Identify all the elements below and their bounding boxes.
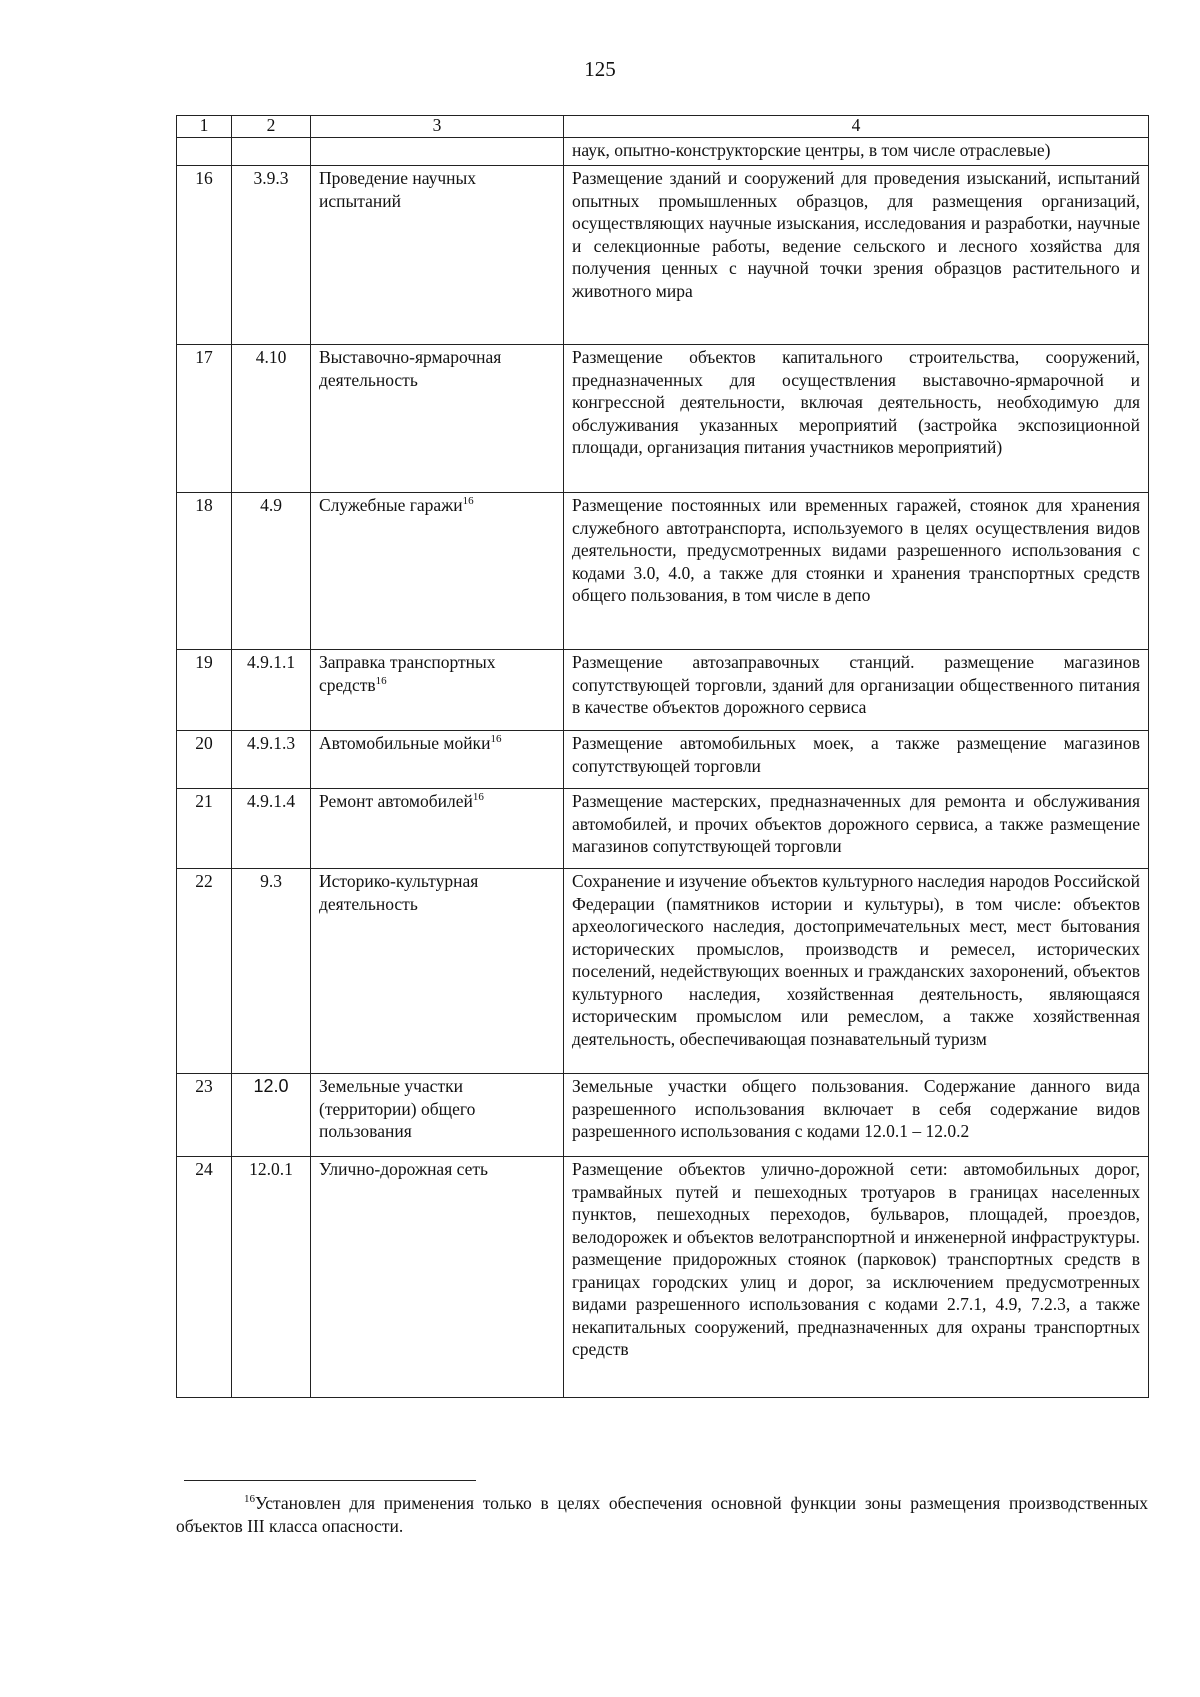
row-description: Размещение объектов капитального строительства, сооружений, предназначенных для осуществления выставочно-ярмарочной и конгрессной деятельности, включая деятельность, необходимую для обслуживания указанных мероприятий (застройка экспозиционной площади, организация питания участников мероприятий) (564, 345, 1149, 493)
row-description: Размещение мастерских, предназначенных для ремонта и обслуживания автомобилей, и прочих объектов дорожного сервиса, а также размещение магазинов сопутствующей торговли (564, 789, 1149, 869)
table-row (177, 869, 1149, 1074)
row-name (311, 789, 564, 869)
row-number: 20 (177, 731, 232, 789)
footnote (176, 1492, 1148, 1538)
code-text: 9.3 (260, 871, 282, 891)
row-description: Сохранение и изучение объектов культурного наследия народов Российской Федерации (памятников истории и культуры), в том числе: объектов археологического наследия, достопримечательных мест, мест бытования исторических промыслов, производств и ремесел, исторических поселений, недействующих военных и гражданских захоронений, объектов культурного наследия, хозяйственная деятельность, являющаяся историческим промыслом или ремеслом, а также хозяйственная деятельность, обеспечивающая познавательный туризм (564, 869, 1149, 1074)
code-text: 4.9.1.3 (246, 733, 296, 753)
name-text: Проведение научных испытаний (319, 168, 477, 211)
footnote-ref: 16 (375, 674, 387, 687)
row-description: Размещение автозаправочных станций. размещение магазинов сопутствующей торговли, зданий для организации общественного питания в качестве объектов дорожного сервиса (564, 650, 1149, 731)
table-row (177, 789, 1149, 869)
table-row (177, 650, 1149, 731)
code-text: 4.9.1.1 (246, 652, 296, 672)
table-row (177, 1157, 1149, 1398)
table-row (177, 345, 1149, 493)
row-name (311, 869, 564, 1074)
row-code (232, 166, 311, 345)
code-text: 4.9.1.4 (246, 791, 296, 811)
code-text: 4.10 (255, 347, 287, 367)
name-text: Автомобильные мойки (319, 733, 491, 753)
footnote-separator (184, 1480, 476, 1481)
row-number: 24 (177, 1157, 232, 1398)
name-text: Служебные гаражи (319, 495, 463, 515)
name-text: Заправка транспортных средств (319, 652, 496, 695)
land-use-table (176, 115, 1149, 1398)
row-number: 21 (177, 789, 232, 869)
code-text: 12.0 (253, 1076, 289, 1096)
code-text: 4.9 (260, 495, 282, 515)
row-description: наук, опытно-конструкторские центры, в том числе отраслевые) (564, 138, 1149, 166)
row-description: Размещение автомобильных моек, а также размещение магазинов сопутствующей торговли (564, 731, 1149, 789)
footnote-ref: 16 (462, 495, 474, 508)
row-number: 16 (177, 166, 232, 345)
row-code (232, 869, 311, 1074)
name-text: Земельные участки (территории) общего пользования (319, 1076, 476, 1141)
row-number: 17 (177, 345, 232, 493)
footnote-mark: 16 (244, 1493, 255, 1506)
table-row (177, 1074, 1149, 1157)
row-number: 23 (177, 1074, 232, 1157)
row-description: Земельные участки общего пользования. Содержание данного вида разрешенного использования включает в себя содержание видов разрешенного использования с кодами 12.0.1 – 12.0.2 (564, 1074, 1149, 1157)
code-text: 3.9.3 (253, 168, 289, 188)
row-code (232, 789, 311, 869)
header-cell-1: 1 (177, 116, 232, 138)
row-name (311, 650, 564, 731)
row-name (311, 1074, 564, 1157)
table-row (177, 138, 1149, 166)
row-code (232, 345, 311, 493)
footnote-text: Установлен для применения только в целях обеспечения основной функции зоны размещения производственных объектов III класса опасности. (176, 1493, 1148, 1536)
row-number: 22 (177, 869, 232, 1074)
name-text: Историко-культурная деятельность (319, 871, 479, 914)
name-text: Улично-дорожная сеть (319, 1159, 489, 1179)
row-name (311, 493, 564, 650)
row-code (232, 1157, 311, 1398)
header-cell-2: 2 (232, 116, 311, 138)
table-header-row (177, 116, 1149, 138)
header-cell-3: 3 (311, 116, 564, 138)
footnote-ref: 16 (490, 733, 502, 746)
header-cell-4: 4 (564, 116, 1149, 138)
row-description: Размещение постоянных или временных гаражей, стоянок для хранения служебного автотранспорта, используемого в целях осуществления видов деятельности, предусмотренных видами разрешенного использования с кодами 3.0, 4.0, а также для стоянки и хранения транспортных средств общего пользования, в том числе в депо (564, 493, 1149, 650)
name-text: Выставочно-ярмарочная деятельность (319, 347, 502, 390)
footnote-ref: 16 (472, 791, 484, 804)
row-name (311, 731, 564, 789)
row-code (232, 650, 311, 731)
row-number (177, 138, 232, 166)
row-number: 18 (177, 493, 232, 650)
row-number: 19 (177, 650, 232, 731)
table-row (177, 731, 1149, 789)
row-description: Размещение зданий и сооружений для проведения изысканий, испытаний опытных промышленных образцов, для размещения организаций, осуществляющих научные изыскания, исследования и разработки, научные и селекционные работы, ведение сельского и лесного хозяйства для получения ценных с научной точки зрения образцов растительного и животного мира (564, 166, 1149, 345)
table-row (177, 493, 1149, 650)
row-name (311, 166, 564, 345)
row-name (311, 345, 564, 493)
row-code (232, 731, 311, 789)
table-row (177, 166, 1149, 345)
row-description: Размещение объектов улично-дорожной сети: автомобильных дорог, трамвайных путей и пешеходных тротуаров в границах населенных пунктов, пешеходных переходов, бульваров, площадей, проездов, велодорожек и объектов велотранспортной и инженерной инфраструктуры. размещение придорожных стоянок (парковок) транспортных средств в границах городских улиц и дорог, за исключением предусмотренных видами разрешенного использования с кодами 2.7.1, 4.9, 7.2.3, а также некапитальных сооружений, предназначенных для охраны транспортных средств (564, 1157, 1149, 1398)
row-code (232, 138, 311, 166)
row-code (232, 493, 311, 650)
row-name (311, 1157, 564, 1398)
row-name (311, 138, 564, 166)
code-text: 12.0.1 (249, 1159, 293, 1179)
page-number: 125 (584, 57, 616, 81)
row-code (232, 1074, 311, 1157)
name-text: Ремонт автомобилей (319, 791, 473, 811)
